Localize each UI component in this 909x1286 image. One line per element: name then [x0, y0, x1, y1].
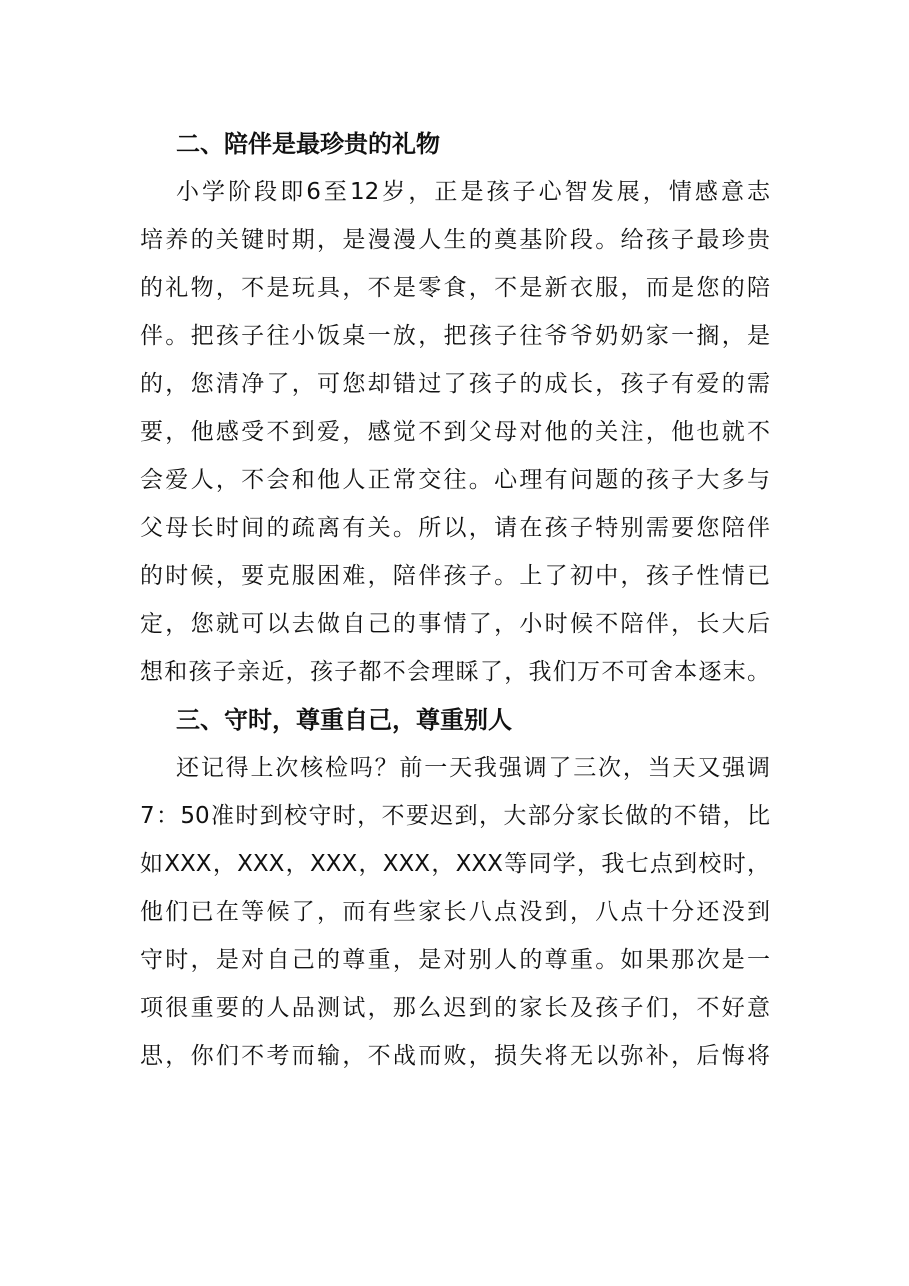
paragraph-line: 会爱人，不会和他人正常交往。心理有问题的孩子大多与 [140, 467, 770, 493]
section-heading-companionship: 二、陪伴是最珍贵的礼物 [176, 130, 440, 158]
paragraph-line: 培养的关键时期，是漫漫人生的奠基阶段。给孩子最珍贵 [140, 227, 770, 253]
paragraph-line: 他们已在等候了，而有些家长八点没到，八点十分还没到 [140, 899, 770, 925]
paragraph-line: 思，你们不考而输，不战而败，损失将无以弥补，后悔将 [140, 1043, 770, 1069]
paragraph-line: 定，您就可以去做自己的事情了，小时候不陪伴，长大后 [140, 611, 770, 637]
paragraph-line: 7：50准时到校守时，不要迟到，大部分家长做的不错，比 [140, 803, 770, 829]
paragraph-line: 项很重要的人品测试，那么迟到的家长及孩子们，不好意 [140, 995, 770, 1021]
paragraph-line: 如XXX，XXX，XXX，XXX，XXX等同学，我七点到校时， [140, 851, 770, 877]
paragraph-line: 父母长时间的疏离有关。所以，请在孩子特别需要您陪伴 [140, 515, 770, 541]
paragraph-line: 伴。把孩子往小饭桌一放，把孩子往爷爷奶奶家一搁，是 [140, 323, 770, 349]
section-heading-punctuality: 三、守时，尊重自己，尊重别人 [176, 706, 512, 734]
paragraph-line: 想和孩子亲近，孩子都不会理睬了，我们万不可舍本逐末。 [140, 659, 770, 685]
paragraph-line: 小学阶段即6至12岁，正是孩子心智发展，情感意志 [176, 179, 770, 205]
paragraph-line: 还记得上次核检吗？前一天我强调了三次，当天又强调 [176, 755, 770, 781]
paragraph-line: 要，他感受不到爱，感觉不到父母对他的关注，他也就不 [140, 419, 770, 445]
paragraph-line: 的礼物，不是玩具，不是零食，不是新衣服，而是您的陪 [140, 275, 770, 301]
paragraph-line: 的时候，要克服困难，陪伴孩子。上了初中，孩子性情已 [140, 563, 770, 589]
paragraph-line: 守时，是对自己的尊重，是对别人的尊重。如果那次是一 [140, 947, 770, 973]
paragraph-line: 的，您清净了，可您却错过了孩子的成长，孩子有爱的需 [140, 371, 770, 397]
